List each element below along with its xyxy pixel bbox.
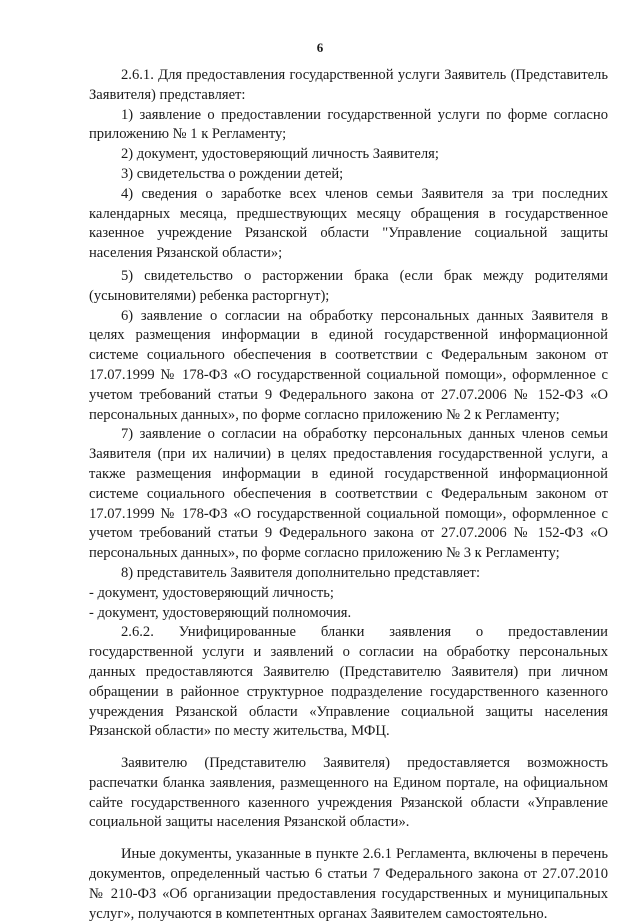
document-body	[89, 66, 608, 924]
list-item-6: 6) заявление о согласии на обработку персональных данных Заявителя в целях размещения информации в единой государственной информационной системе социального обеспечения в соответствии с Федеральным законом от 17.07.1999 № 178-ФЗ «О государственной социальной помощи», оформленное с учетом требований статьи 9 Федерального закона от 27.07.2006 № 152-ФЗ «О персональных данных», по форме согласно приложению № 2 к Регламенту;	[89, 307, 608, 423]
sub-item-authority-document: - документ, удостоверяющий полномочия.	[89, 604, 352, 621]
paragraph-2-6-2: 2.6.2. Унифицированные бланки заявления о предоставлении государственной услуги и заявлений о согласии на обработку персональных данных предоставляются Заявителю (Представителю Заявителя) при личном обращении в районное структурное подразделение государственного казенного учреждения Рязанской области «Управление социальной защиты населения Рязанской области» по месту жительства, МФЦ.	[89, 624, 608, 740]
list-item-1: 1) заявление о предоставлении государственной услуги по форме согласно приложению № 1 к Регламенту;	[89, 106, 608, 143]
list-item-4: 4) сведения о заработке всех членов семьи Заявителя за три последних календарных месяца, предшествующих месяцу обращения в государственное казенное учреждение Рязанской области "Управление социальной защиты населения Рязанской области»;	[89, 185, 608, 262]
page-number: 6	[316, 40, 324, 55]
list-item-5: 5) свидетельство о расторжении брака (если брак между родителями (усыновителями) ребенка расторгнут);	[89, 267, 608, 304]
paragraph-2-6-1: 2.6.1. Для предоставления государственной услуги Заявитель (Представитель Заявителя) представляет:	[89, 67, 608, 103]
list-item-3: 3) свидетельства о рождении детей;	[121, 165, 344, 182]
list-item-7: 7) заявление о согласии на обработку персональных данных членов семьи Заявителя (при их наличии) в целях предоставления государственной услуги, а также размещения информации в единой государственной информационной системе социального обеспечения в соответствии с Федеральным законом от 17.07.1999 № 178-ФЗ «О государственной социальной помощи», оформленное с учетом требований статьи 9 Федерального закона от 27.07.2006 № 152-ФЗ «О персональных данных», по форме согласно приложению № 3 к Регламенту;	[89, 426, 608, 562]
paragraph-other-documents: Иные документы, указанные в пункте 2.6.1 Регламента, включены в перечень документов, определенный частью 6 статьи 7 Федерального закона от 27.07.2010 № 210-ФЗ «Об организации предоставления государственных и муниципальных услуг», получаются в компетентных органах Заявителем самостоятельно.	[89, 846, 608, 922]
list-item-2: 2) документ, удостоверяющий личность Заявителя;	[121, 146, 439, 163]
sub-item-identity-document: - документ, удостоверяющий личность;	[89, 584, 334, 601]
paragraph-printing-option: Заявителю (Представителю Заявителя) предоставляется возможность распечатки бланка заявления, размещенного на Едином портале, на официальном сайте государственного казенного учреждения Рязанской области «Управление социальной защиты населения Рязанской области».	[89, 755, 608, 831]
list-item-8: 8) представитель Заявителя дополнительно представляет:	[121, 564, 480, 581]
